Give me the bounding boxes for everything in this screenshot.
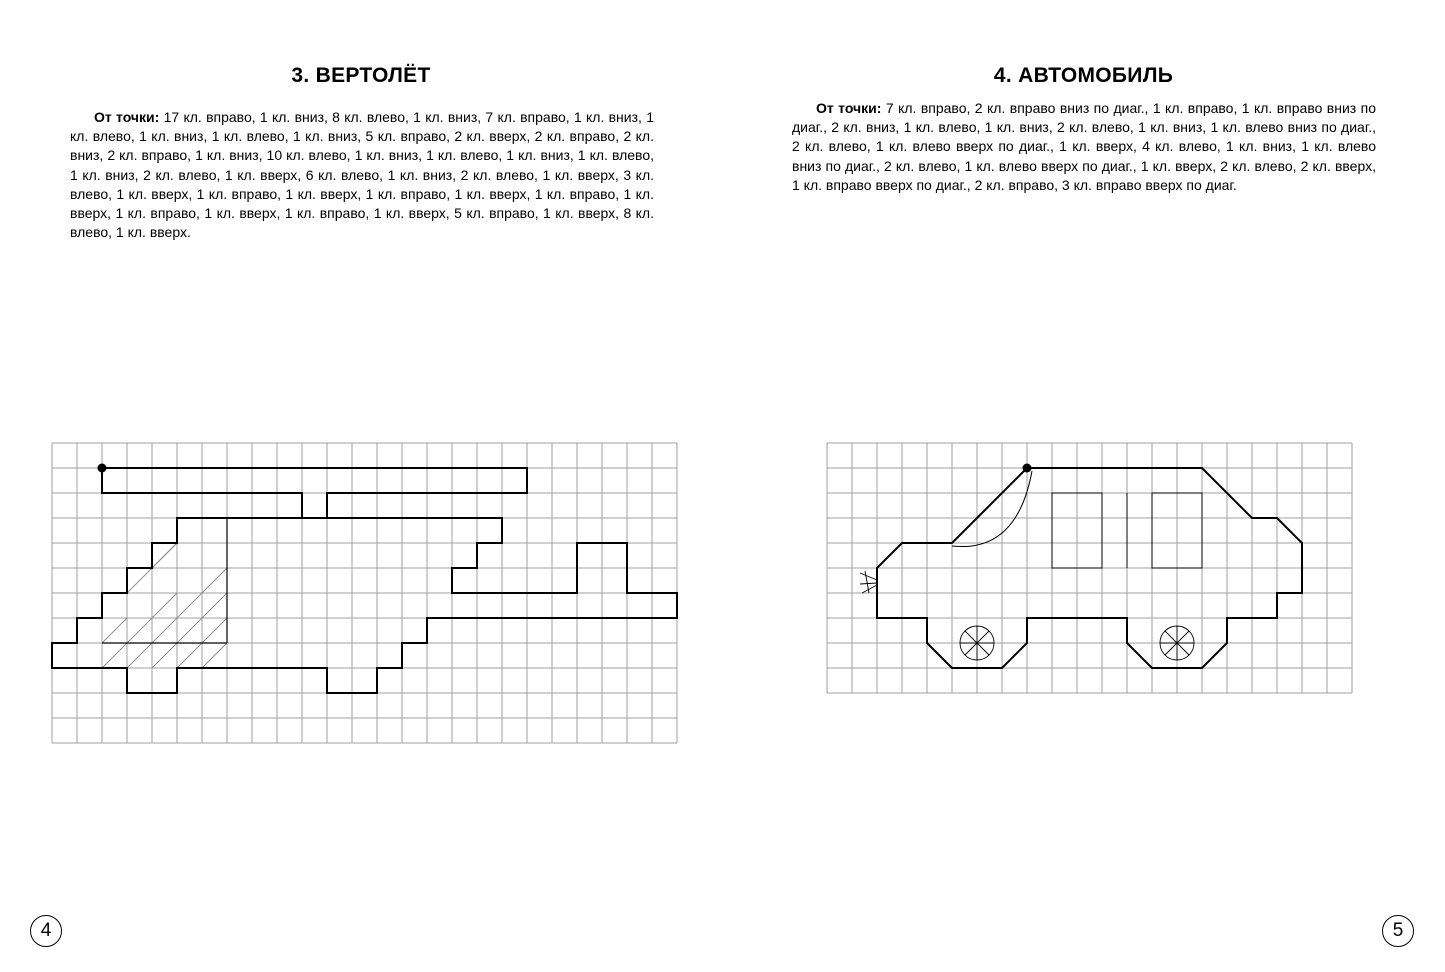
grid-lines xyxy=(52,443,677,743)
instructions-text xyxy=(792,99,1376,195)
car-wipe-arc xyxy=(952,471,1032,547)
page-title: 3. ВЕРТОЛЁТ xyxy=(291,64,431,87)
page-number: 4 xyxy=(30,915,62,947)
instructions-text xyxy=(70,108,654,242)
start-point xyxy=(1023,464,1032,473)
helicopter-outline xyxy=(52,468,677,693)
wheel-rear xyxy=(1160,626,1194,660)
helicopter-grid xyxy=(52,443,676,743)
instructions-body: 7 кл. вправо, 2 кл. вправо вниз по диаг., 1 кл. вправо, 1 кл. вправо вниз по диаг., 2 кл. вниз, 1 кл. влево, 1 кл. вниз, 2 кл. влево, 1 кл. вниз, 1 кл. влево вниз по диаг., 2 кл. влево, 1 кл. влево вверх по диаг., 1 кл. вверх, 4 кл. влево, 1 кл. вниз, 1 кл. влево вниз по диаг., 2 кл. влево, 1 кл. влево вверх по диаг., 1 кл. вверх, 2 кл. влево, 2 кл. вверх, 1 кл. вправо вверх по диаг., 2 кл. вправо, 3 кл. вправо вверх по диаг. xyxy=(792,100,1377,193)
car-grid xyxy=(827,443,1351,693)
page-number: 5 xyxy=(1382,915,1414,947)
wheel-front xyxy=(960,626,994,660)
instructions-lead: От точки: xyxy=(94,109,160,125)
instructions-lead: От точки: xyxy=(816,100,882,116)
page-title: 4. АВТОМОБИЛЬ xyxy=(993,64,1174,87)
start-point xyxy=(98,464,107,473)
rotor-hatch xyxy=(102,543,227,668)
instructions-body: 17 кл. вправо, 1 кл. вниз, 8 кл. влево, 1 кл. вниз, 7 кл. вправо, 1 кл. вниз, 1 кл. влево, 1 кл. вниз, 1 кл. влево, 1 кл. вниз, 5 кл. вправо, 2 кл. вверх, 2 кл. вправо, 2 кл. вниз, 2 кл. вправо, 1 кл. вниз, 10 кл. влево, 1 кл. вниз, 1 кл. влево, 1 кл. вниз, 1 кл. влево, 1 кл. вниз, 2 кл. влево, 1 кл. вверх, 6 кл. влево, 1 кл. вниз, 2 кл. влево, 1 кл. вверх, 3 кл. влево, 1 кл. вверх, 1 кл. вправо, 1 кл. вверх, 1 кл. вправо, 1 кл. вверх, 1 кл. вправо, 1 кл. вверх, 1 кл. вправо, 1 кл. вверх, 1 кл. вправо, 1 кл. вверх, 5 кл. вправо, 1 кл. вверх, 8 кл. влево, 1 кл. вверх. xyxy=(70,109,654,241)
right-page xyxy=(722,0,1445,972)
car-headlight xyxy=(860,571,877,593)
left-page xyxy=(0,0,722,972)
